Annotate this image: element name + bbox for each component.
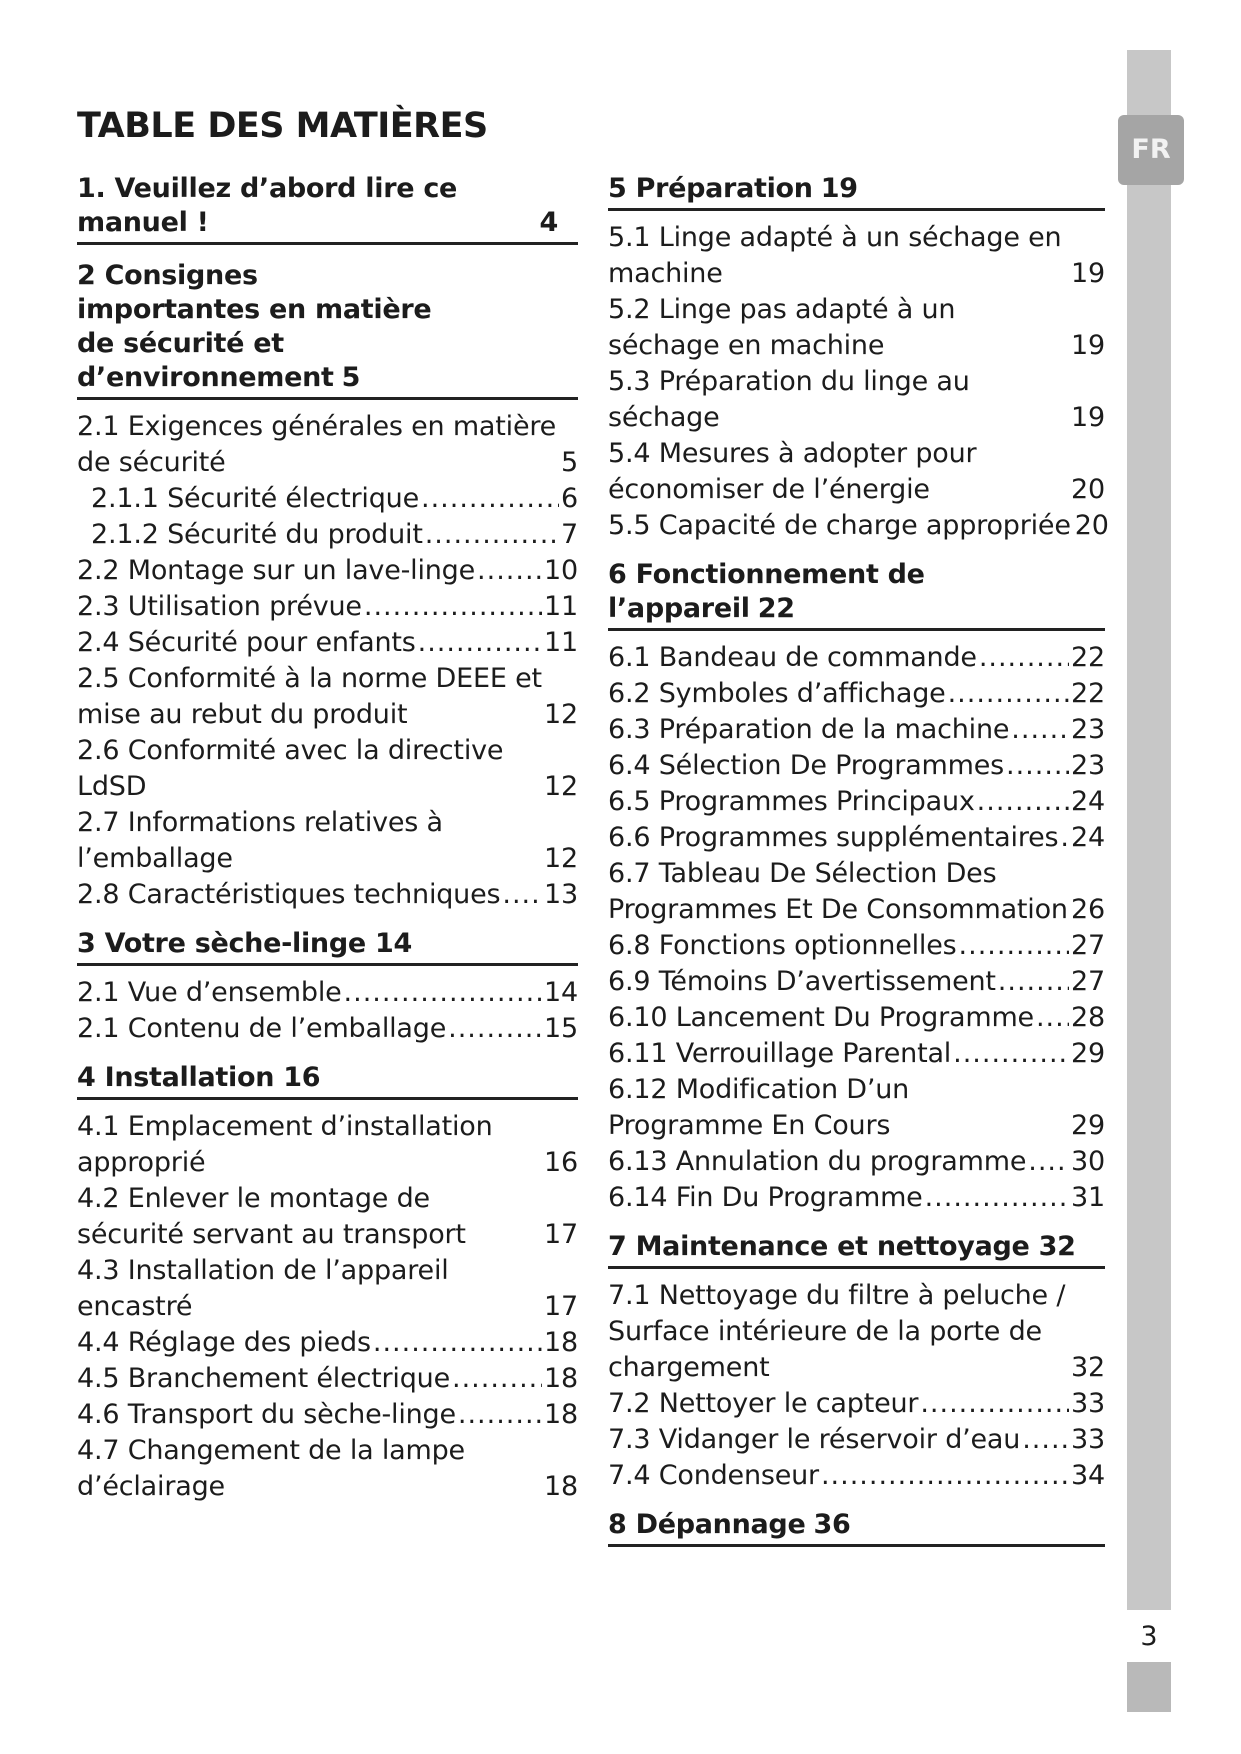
toc-entry[interactable]: 4.5 Branchement électrique ..... 18: [77, 1361, 578, 1397]
toc-entry[interactable]: 2.1 Vue d’ensemble ..... 14: [77, 975, 578, 1011]
toc-entry[interactable]: 5.2 Linge pas adapté à un séchage en machine 19: [608, 294, 1105, 361]
toc-section-heading[interactable]: 4 Installation 16: [77, 1061, 578, 1100]
toc-entry[interactable]: 5.4 Mesures à adopter pour économiser de l’énergie 20: [608, 438, 1105, 505]
toc-section-2: [77, 259, 578, 913]
toc-section-heading[interactable]: 1. Veuillez d’abord lire ce manuel ! 4: [77, 172, 578, 245]
toc-entry[interactable]: 6.1 Bandeau de commande ..... 22: [608, 640, 1105, 676]
toc-entry[interactable]: 4.1 Emplacement d’installation approprié 16: [77, 1111, 578, 1178]
toc-entry[interactable]: 6.8 Fonctions optionnelles ..... 27: [608, 928, 1105, 964]
toc-entry[interactable]: 7.1 Nettoyage du filtre à peluche / Surface intérieure de la porte de chargement 32: [608, 1280, 1105, 1383]
toc-entry[interactable]: 6.13 Annulation du programme ..... 30: [608, 1144, 1105, 1180]
toc-entry[interactable]: 5.1 Linge adapté à un séchage en machine 19: [608, 222, 1105, 289]
toc-section-heading[interactable]: 3 Votre sèche-linge 14: [77, 927, 578, 966]
toc-section-heading[interactable]: 2 Consignes importantes en matière de sécurité et d’environnement 5: [77, 260, 432, 393]
language-tab: FR: [1118, 115, 1184, 185]
toc-entry[interactable]: 6.12 Modification D’un Programme En Cours 29: [608, 1074, 1105, 1141]
toc-entry[interactable]: 7.3 Vidanger le réservoir d’eau ..... 33: [608, 1422, 1105, 1458]
toc-section-7: [608, 1230, 1105, 1494]
page-title: TABLE DES MATIÈRES: [77, 106, 488, 146]
toc-entry[interactable]: 4.3 Installation de l’appareil encastré 17: [77, 1255, 578, 1322]
toc-section-heading[interactable]: 7 Maintenance et nettoyage 32: [608, 1230, 1105, 1269]
toc-entry[interactable]: 2.3 Utilisation prévue ..... 11: [77, 589, 578, 625]
toc-entry[interactable]: 5.5 Capacité de charge appropriée 20: [608, 510, 1109, 541]
toc-entry[interactable]: 6.10 Lancement Du Programme ..... 28: [608, 1000, 1105, 1036]
toc-entry[interactable]: 7.2 Nettoyer le capteur ..... 33: [608, 1386, 1105, 1422]
toc-entry[interactable]: 5.3 Préparation du linge au séchage 19: [608, 366, 1105, 433]
toc-entry[interactable]: 4.6 Transport du sèche-linge ..... 18: [77, 1397, 578, 1433]
toc-entry[interactable]: 6.9 Témoins D’avertissement ..... 27: [608, 964, 1105, 1000]
toc-entry[interactable]: 2.6 Conformité avec la directive LdSD 12: [77, 735, 578, 802]
toc-entry[interactable]: 2.1 Contenu de l’emballage ..... 15: [77, 1011, 578, 1047]
toc-entry[interactable]: 6.4 Sélection De Programmes ..... 23: [608, 748, 1105, 784]
toc-section-8: [608, 1508, 1105, 1547]
toc-entry[interactable]: 2.4 Sécurité pour enfants ..... 11: [77, 625, 578, 661]
toc-entry[interactable]: 4.4 Réglage des pieds ..... 18: [77, 1325, 578, 1361]
toc-section-6: [608, 558, 1105, 1216]
toc-entry[interactable]: 6.3 Préparation de la machine ..... 23: [608, 712, 1105, 748]
toc-section-5: [608, 172, 1109, 544]
toc-entry[interactable]: 4.2 Enlever le montage de sécurité servant au transport 17: [77, 1183, 578, 1250]
toc-entry[interactable]: 6.6 Programmes supplémentaires ..... 24: [608, 820, 1105, 856]
toc-entry[interactable]: 2.7 Informations relatives à l’emballage 12: [77, 807, 578, 874]
toc-entry[interactable]: 4.7 Changement de la lampe d’éclairage 18: [77, 1435, 578, 1502]
toc-right-column: [608, 172, 1109, 1561]
toc-entry[interactable]: 2.1.1 Sécurité électrique ..... 6: [77, 481, 578, 517]
toc-entry[interactable]: 2.8 Caractéristiques techniques ..... 13: [77, 877, 578, 913]
toc-entry[interactable]: 6.7 Tableau De Sélection Des Programmes Et De Consommation 26: [608, 858, 1105, 925]
toc-section-heading[interactable]: 5 Préparation 19: [608, 172, 1105, 211]
toc-section-4: [77, 1061, 578, 1505]
toc-section-3: [77, 927, 578, 1047]
toc-entry[interactable]: 2.5 Conformité à la norme DEEE et mise au rebut du produit 12: [77, 663, 578, 730]
toc-section-1: [77, 172, 578, 245]
toc-entry[interactable]: 7.4 Condenseur ..... 34: [608, 1458, 1105, 1494]
toc-entry[interactable]: 6.5 Programmes Principaux ..... 24: [608, 784, 1105, 820]
toc-section-heading[interactable]: 6 Fonctionnement de l’appareil 22: [608, 558, 1105, 631]
toc-entry[interactable]: 6.2 Symboles d’affichage ..... 22: [608, 676, 1105, 712]
toc-section-heading[interactable]: 8 Dépannage 36: [608, 1508, 1105, 1547]
toc-entry[interactable]: 2.2 Montage sur un lave-linge ..... 10: [77, 553, 578, 589]
page-number: 3: [1127, 1612, 1171, 1662]
toc-left-column: [77, 172, 578, 1519]
toc-entry[interactable]: 6.11 Verrouillage Parental ..... 29: [608, 1036, 1105, 1072]
side-thumb-tab-bottom: [1127, 1662, 1171, 1712]
toc-entry[interactable]: 2.1.2 Sécurité du produit ..... 7: [77, 517, 578, 553]
side-thumb-tab-bar: [1127, 50, 1171, 1610]
toc-entry[interactable]: 6.14 Fin Du Programme ..... 31: [608, 1180, 1105, 1216]
toc-entry[interactable]: 2.1 Exigences générales en matière de sécurité 5: [77, 411, 578, 478]
